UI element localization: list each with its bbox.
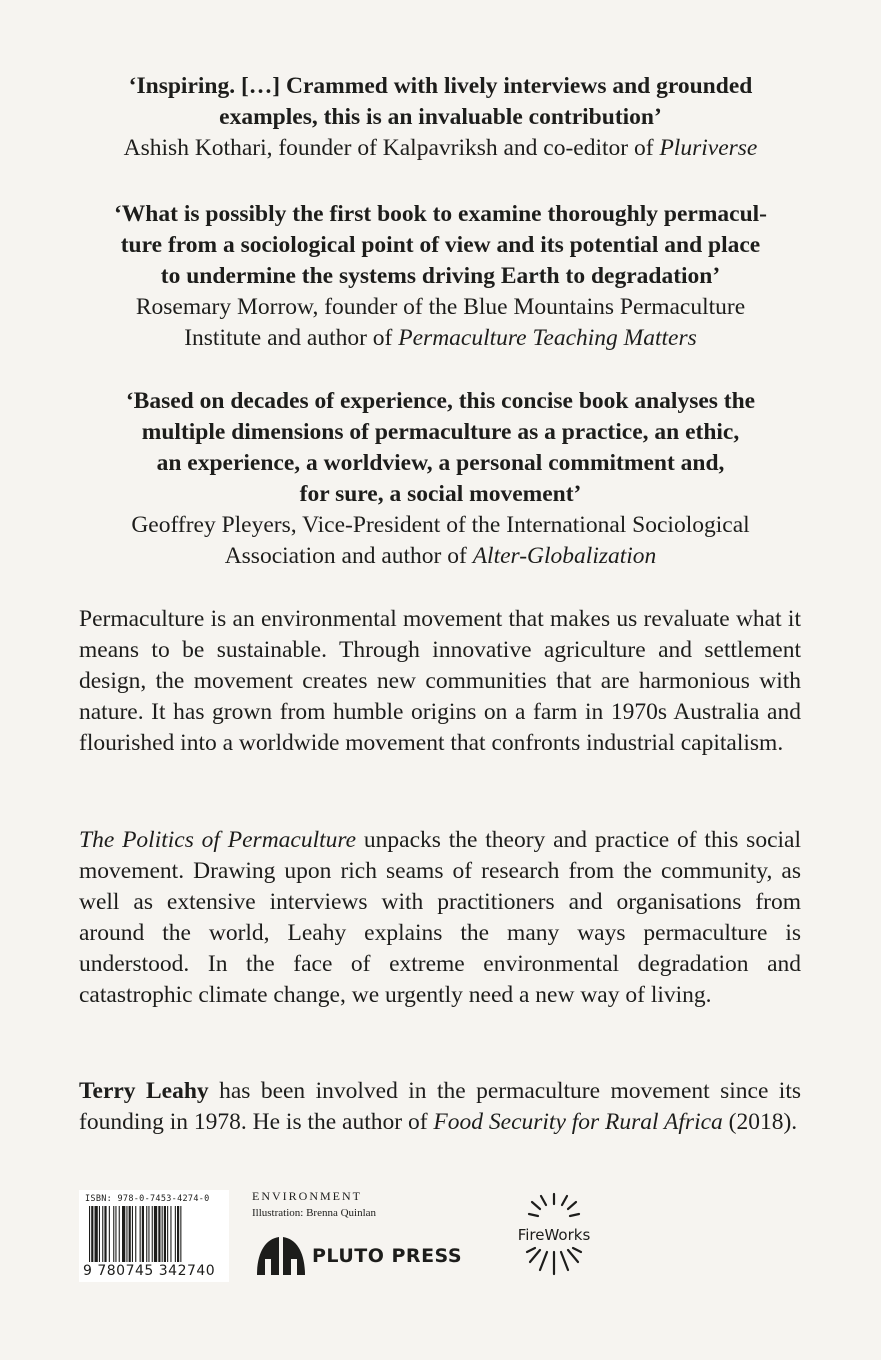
barcode-bar bbox=[152, 1206, 153, 1262]
barcode-bar bbox=[91, 1206, 93, 1262]
barcode-bar bbox=[180, 1206, 181, 1262]
barcode-bar bbox=[146, 1206, 147, 1262]
barcode-bar bbox=[129, 1206, 131, 1262]
description-paragraph-1: Permaculture is an environmental movement that makes us revaluate what it means to be sustainable. Through innovative agriculture and settlement design, the movement creates new communities that are harmonious with nature. It has grown from humble origins on a farm in 1970s Australia and flourished into a worldwide movement that confronts industrial capitalism. bbox=[79, 606, 801, 756]
quote-3-attribution: Association and author of Alter-Globalization bbox=[224, 543, 657, 569]
barcode-bar bbox=[154, 1206, 157, 1262]
quote-3-line-3: an experience, a worldview, a personal commitment and, bbox=[156, 450, 725, 476]
quote-1-line-1: ‘Inspiring. […] Crammed with lively interviews and grounded bbox=[128, 73, 753, 99]
barcode-bar bbox=[164, 1206, 166, 1262]
barcode-bar bbox=[115, 1206, 116, 1262]
imprint-name: FireWorks bbox=[517, 1226, 591, 1244]
barcode-box bbox=[79, 1190, 229, 1282]
barcode-bar bbox=[148, 1206, 149, 1262]
barcode-number: 9 780745 342740 bbox=[83, 1263, 216, 1279]
barcode-bar bbox=[95, 1206, 98, 1262]
quote-2-line-2: ture from a sociological point of view and its potential and place bbox=[120, 232, 761, 258]
quote-1 bbox=[60, 71, 821, 164]
barcode-bar bbox=[175, 1206, 176, 1262]
barcode-bar bbox=[135, 1206, 136, 1262]
quote-2 bbox=[60, 199, 821, 354]
pluto-press-logo-icon bbox=[255, 1235, 307, 1277]
description-paragraph-2: The Politics of Permaculture unpacks the theory and practice of this social movement. Drawing upon rich seams of research from the community, as well as extensive interviews with practitioners and organisations from around the world, Leahy explains the many ways permaculture is understood. In the face of extreme environmental degradation and catastrophic climate change, we urgently need a new way of living. bbox=[79, 827, 801, 1008]
barcode-bar bbox=[177, 1206, 179, 1262]
quote-3-line-1: ‘Based on decades of experience, this concise book analyses the bbox=[125, 388, 756, 414]
author-bio: Terry Leahy has been involved in the permaculture movement since its founding in 1978. He is the author of Food Security for Rural Africa (2018). bbox=[79, 1078, 801, 1135]
quote-3-line-4: for sure, a social movement’ bbox=[299, 481, 582, 507]
barcode-bar bbox=[104, 1206, 106, 1262]
barcode-bar bbox=[158, 1206, 160, 1262]
quote-2-attribution: Institute and author of Permaculture Teaching Matters bbox=[184, 325, 697, 351]
publisher-name: PLUTO PRESS bbox=[312, 1245, 463, 1267]
illustration-credit: Illustration: Brenna Quinlan bbox=[252, 1207, 377, 1219]
barcode-bar bbox=[122, 1206, 125, 1262]
quote-2-line-3: to undermine the systems driving Earth to degradation’ bbox=[160, 263, 721, 289]
barcode-bar bbox=[102, 1206, 103, 1262]
barcode-bar bbox=[126, 1206, 127, 1262]
barcode-bar bbox=[167, 1206, 168, 1262]
barcode-bar bbox=[109, 1206, 110, 1262]
quote-2-attribution-line-1: Rosemary Morrow, founder of the Blue Mountains Permaculture bbox=[135, 294, 746, 320]
barcode-bar bbox=[162, 1206, 163, 1262]
fireworks-logo bbox=[494, 1190, 614, 1290]
barcode-bar bbox=[99, 1206, 100, 1262]
quote-1-line-2: examples, this is an invaluable contribution’ bbox=[219, 104, 662, 130]
category-label: ENVIRONMENT bbox=[252, 1189, 362, 1203]
barcode-bar bbox=[140, 1206, 141, 1262]
barcode-bar bbox=[89, 1206, 90, 1262]
quote-3-line-2: multiple dimensions of permaculture as a practice, an ethic, bbox=[141, 419, 740, 445]
barcode-bar bbox=[132, 1206, 133, 1262]
quote-1-attribution: Ashish Kothari, founder of Kalpavriksh and co-editor of Pluriverse bbox=[123, 135, 758, 161]
quote-2-line-1: ‘What is possibly the first book to examine thoroughly permacul- bbox=[113, 201, 768, 227]
barcode-bar bbox=[119, 1206, 120, 1262]
quote-3 bbox=[60, 386, 821, 572]
isbn-label: ISBN: 978-0-7453-4274-0 bbox=[85, 1194, 210, 1204]
barcode-bar bbox=[113, 1206, 114, 1262]
barcode-bar bbox=[142, 1206, 144, 1262]
quote-3-attribution-line-1: Geoffrey Pleyers, Vice-President of the International Sociological bbox=[131, 512, 750, 538]
barcode-bar bbox=[170, 1206, 171, 1262]
